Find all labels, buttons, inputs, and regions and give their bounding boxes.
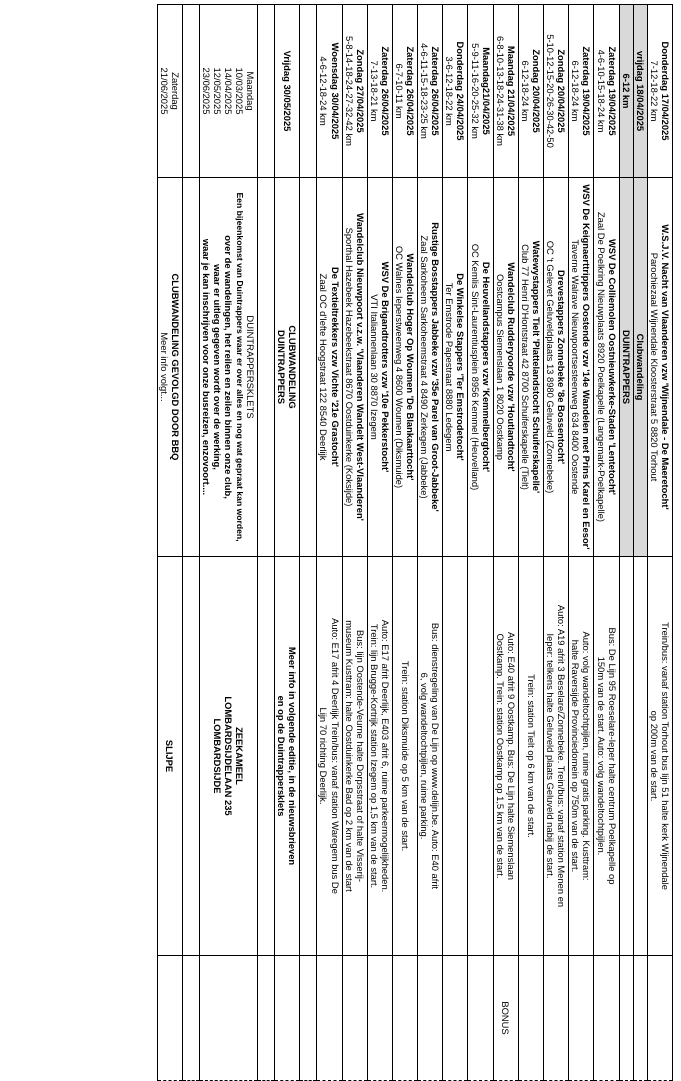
klets-text: waar er uitleg gegeven wordt over de werking, [212,264,224,470]
bonus-cell [392,956,417,1081]
walk-date: Maandag21/04/2025 [480,47,492,135]
organizer-cell [342,178,367,557]
walk-distances: 6-8-10-13-18-24-31-38 km [494,36,506,146]
date-cell [518,5,543,178]
bonus-cell [633,956,647,1081]
bonus-cell [544,956,569,1081]
klets-date: 14/04/2025 [223,67,234,115]
venue-line: ZEEKAMEEL [234,727,246,785]
route-line: Auto: E17 afrit 4 Deerlijk Trein/bus: vanaf station Waregem bus De [329,618,341,894]
organizer-address: Club 77 Henri D'Hontstraat 42 8700 Schuiferskapelle (Tielt) [519,244,531,490]
walk-date: Woensdag 30/04/2025 [329,42,341,140]
route-line: Bus: De Lijn 95 Roeselare-Ieper halte centrum Poelkapelle op [606,627,618,885]
route-cell [199,557,257,956]
club-name-label: DUINTRAPPERS [620,330,632,404]
bonus-cell [594,956,619,1081]
date-cell [619,5,633,178]
walk-date: Zaterdag 26/04/2025 [379,46,391,136]
route-line: 6, volg wandeltochtpijlen, ruime parking. [419,672,431,840]
route-cell [633,557,647,956]
walk-date: Zondag 20/04/2025 [531,49,543,133]
klets-title: DUINTRAPPERSKLETS [244,315,256,419]
klets-date: 12/05/2025 [211,67,223,115]
bonus-cell [157,956,182,1081]
walk-distances: 4-6-10-15-18-24 km [595,49,607,133]
date-cell [569,5,594,178]
date-cell [199,5,257,178]
organizer-title: Drevestappers Zonnebeke '8e Bossentocht' [556,269,568,465]
club-walk-label: CLUBWANDELING [287,325,299,409]
klets-day: Maandag [245,71,257,111]
table-row [468,5,493,1081]
organizer-cell [619,178,633,557]
bonus-cell [518,956,543,1081]
organizer-address: Parochiezaal Wijnendale Kloosterstraat 5 8820 Torhout [648,252,660,482]
walk-date: Zaterdag 19/04/2025 [581,46,593,136]
route-line: Ieper: telkens halte Geluveld plaats Geluveld nabij de start. [545,633,557,879]
date-cell [317,5,342,178]
walk-distances: 6-12 km [620,73,632,109]
organizer-title: Wandelclub Nieuwpoort v.z.w. 'Vlaanderen Wandelt West-Vlaanderen' [354,213,366,521]
walk-date: Maandag 21/04/2025 [505,45,517,137]
bbq-day: Zaterdag [169,72,181,110]
walk-distances: 7-12-18-22 km [648,60,660,122]
walk-distances: 5-9-11-16-20-25-32 km [469,43,481,139]
walk-date: Donderdag 17/04/2025 [660,41,671,141]
klets-text: Een bijeenkomst van Duintrappers waar er over alles en nog wat gepraat kan worden, [234,192,245,542]
organizer-address: Zaal OC d'Iefte Hoogstraat 122 8540 Deerlijk [318,273,330,461]
route-cell [342,557,367,956]
route-line: Auto: volg wandeltochtpijlen, ruime gratis parking. Kusttram: [581,631,593,881]
table-row [633,5,647,1081]
route-cell [275,557,300,956]
table-row [418,5,443,1081]
organizer-cell [392,178,417,557]
spacer-row [258,5,275,1081]
bbq-title: CLUBWANDELING GEVOLGD DOOR BBQ [169,273,181,461]
route-cell [619,557,633,956]
table-row [317,5,342,1081]
organizer-cell [367,178,392,557]
walk-schedule-table [157,4,673,1081]
table-row [157,5,182,1081]
organizer-cell [544,178,569,557]
organizer-cell [569,178,594,557]
organizer-cell [418,178,443,557]
table-row [647,5,672,1081]
route-line: 150m van de start. Auto: volg wandeltochtpijlen. [595,656,607,856]
organizer-address: OC Kemlis Sint-Laurentiusplein 8956 Kemmel (Heuvelland) [469,243,481,491]
table-row [619,5,633,1081]
date-cell [342,5,367,178]
route-line: Auto: A19 afrit 3 Beselare/Zonnebeke. Trein/bus: vanaf station Menen en [556,604,568,908]
walk-distances: 5-8-14-18-24-27-32-42 km [343,36,355,146]
bonus-cell [199,956,257,1081]
table-row [518,5,543,1081]
organizer-title: W.S.J.V. Nacht van Vlaanderen vzw 'Wijnendale - De Maeretocht' [660,224,671,510]
walk-date: Donderdag 24/04/2025 [455,41,467,141]
route-cell [418,557,443,956]
klets-date: 10/03/2025 [234,67,246,115]
route-cell [157,557,182,956]
route-cell [493,557,518,956]
bonus-cell [493,956,518,1081]
date-cell [544,5,569,178]
route-cell [594,557,619,956]
route-cell [317,557,342,956]
organizer-title: De Winkelse Stappers 'Ter Emstrodetocht' [455,273,467,461]
organizer-cell [594,178,619,557]
table-row [443,5,468,1081]
organizer-cell [633,178,647,557]
organizer-title: Wandelclub Rudderyoorde vzw 'Houtlandtocht' [505,262,517,472]
route-cell [392,557,417,956]
route-line: Trein: lijn Brugge-Kortrijk station Izegem op 1,5 km van de start. [368,623,380,889]
klets-text: waar je kan inschrijven voor onze busreizen, enzovoort.... [201,238,213,496]
organizer-title: De Textieltrekkers vzw Vichte '21e Grastocht' [329,266,341,468]
organizer-address: Zaal De Poelkring Nieuwplaats 8920 Poelkapelle (Langemark-Poelkapelle) [595,211,607,523]
venue-line: LOMBARDSIJDELAAN 235 [223,696,234,816]
route-line: museum Kusttram: halte Oostduinkerke Bad op 2 km van de start [343,620,355,892]
table-row [544,5,569,1081]
bonus-cell [619,956,633,1081]
organizer-cell [493,178,518,557]
bonus-cell [275,956,300,1081]
bbq-place: SLIJPE [164,739,176,773]
route-cell [544,557,569,956]
organizer-address: Ter Emstrode Papestraat 8880 Ledegem [444,282,456,452]
route-line: Trein/bus: vanaf station Torhout bus lijn 51 halte kerk Wijnendale [660,622,671,890]
date-cell [594,5,619,178]
organizer-title: WSV De Brigandtrotters vzw '10e Pekkerstocht' [379,261,391,473]
organizer-address: Sporthal Hazebeek Hazebeekstraat 8670 Oostduinkerke (Koksijde) [343,227,355,507]
organizer-address: Zaal Sarkoheem Sarkoheemstraat 4 8490 Zerkegem (Jabbeke) [419,235,431,499]
route-line: Auto: E40 afrit 9 Oostkamp. Bus: De Lijn halte Siemenslaan [505,631,517,881]
date-cell [418,5,443,178]
route-line: Trein: station Tielt op 6 km van de start. [525,674,537,838]
table-row [367,5,392,1081]
organizer-cell [647,178,672,557]
walk-distances: 5-10-12-15-20-26-30-42-50 [545,34,557,148]
route-line: Oostkamp. Trein: station Oostkamp op 1,5 km van de start. [494,633,506,879]
bonus-cell [418,956,443,1081]
walk-distances: 7-13-18-21 km [368,60,380,122]
organizer-cell [317,178,342,557]
organizer-title: Rustige Bosstappers Jabbeke vzw '35e Parel van Groot-Jabbeke' [430,222,442,512]
walk-date: Zaterdag 19/04/2025 [606,46,618,136]
date-cell [392,5,417,178]
bonus-cell [569,956,594,1081]
date-cell [157,5,182,178]
walk-distances: 6-12-18-24 km [519,60,531,122]
route-line: en op de Duintrappersklets [276,695,288,817]
walk-date: Vrijdag 30/05/2025 [281,50,293,132]
route-line: Bus: dienstregeling van De Lijn op www.delijn.be. Auto: E40 afrit [430,622,442,890]
klets-text: over de wandelingen, het reilen en zeilen binnen onze club, [223,235,235,499]
bonus-cell [367,956,392,1081]
organizer-cell [157,178,182,557]
walk-distances: 3-6-12-18-22 km [444,56,456,126]
walk-date: Zaterdag 26/04/2025 [430,46,442,136]
table-row [493,5,518,1081]
venue-line: LOMBARDSIJDE [211,718,223,794]
walk-date: vrijdag 18/04/2025 [634,50,646,132]
organizer-cell [518,178,543,557]
date-cell [493,5,518,178]
route-line: Lijn 70 richting Deerlijk. [318,707,330,805]
organizer-title: Watewystappers Tielt 'Plattelandstocht Schuiferskapelle' [531,240,543,494]
organizer-address: Oostcampus Siemenslaan 1 8020 Oostkamp [494,273,506,461]
organizer-cell [468,178,493,557]
spacer-row [300,5,317,1081]
walk-date: Zondag 27/04/2025 [354,49,366,133]
walk-date: Zondag 20/04/2025 [556,49,568,133]
walk-date: Zaterdag 26/04/2025 [405,46,417,136]
route-cell [468,557,493,956]
table-row [342,5,367,1081]
club-name-label: DUINTRAPPERS [276,330,288,404]
klets-date: 23/06/2025 [200,67,212,115]
organizer-cell [275,178,300,557]
organizer-title: WSV De Colliemolen Oostnieuwkerke-Staden 'Lentetocht' [606,238,618,496]
organizer-title: WSV De Keignaerttrippers Oostende vzw '14e Wandelen met Prins Karel en Eesor' [581,184,593,550]
organizer-cell [199,178,257,557]
bonus-cell [443,956,468,1081]
date-cell [633,5,647,178]
organizer-address: OC 't Gelevet Geluveldplaats 13 8980 Geluveld (Zonnebeke) [545,240,557,494]
club-walk-label: Clubwandeling [634,333,646,401]
walk-distances: 6-7-10-11 km [394,63,406,119]
bonus-cell [317,956,342,1081]
table-row [199,5,257,1081]
date-cell [275,5,300,178]
date-cell [647,5,672,178]
route-cell [569,557,594,956]
table-row [594,5,619,1081]
spacer-row [182,5,199,1081]
organizer-address: Taverne Walrave Nieuwpoortsesteenweg 634 8400 Oostende [570,239,582,495]
walk-distances: 4-6-11-15-18-23-25 km [419,43,431,139]
bonus-cell [468,956,493,1081]
bonus-cell [647,956,672,1081]
date-cell [443,5,468,178]
organizer-title: De Heuvellandstappers vzw 'Kemmelbergtocht' [480,261,492,473]
route-line: Meer info in volgende editie, in de nieuwsbrieven [287,646,299,866]
route-line: Bus: lijn Oostende-Veurne halte Dorpsstraat of halte Visserij- [354,629,366,883]
route-line: op 200m van de start. [648,710,660,802]
organizer-address: VTI Italiannenlaan 30 8870 Izegem [368,294,380,440]
organizer-cell [443,178,468,557]
table-row [569,5,594,1081]
bonus-cell [342,956,367,1081]
walk-distances: 4-6-12-18-24 km [318,56,330,126]
bbq-date: 21/06/2025 [158,67,170,115]
table-row [275,5,300,1081]
bonus-label: BONUS [500,1001,512,1035]
route-cell [647,557,672,956]
bbq-note: Meer info volgt... [158,332,170,402]
route-line: Trein: station Diksmuide op 5 km van de start. [399,660,411,852]
date-cell [468,5,493,178]
route-line: halte Raversijde Provinciedomein op 750m van de start. [570,639,582,873]
table-row [392,5,417,1081]
route-cell [367,557,392,956]
route-cell [518,557,543,956]
organizer-title: Wandelclub Hoger Op Woumen 'De Blankaarttocht' [405,253,417,481]
route-line: Auto: E17 afrit Deerlijk, E403 afrit 6, ruime parkeermogelijkheden. [379,619,391,893]
date-cell [367,5,392,178]
walk-distances: 6-12-18-24 km [570,60,582,122]
route-cell [443,557,468,956]
organizer-address: OC Walnes Ieperstweenweg 4 8600 Woumen (Diksmuide) [394,245,406,489]
